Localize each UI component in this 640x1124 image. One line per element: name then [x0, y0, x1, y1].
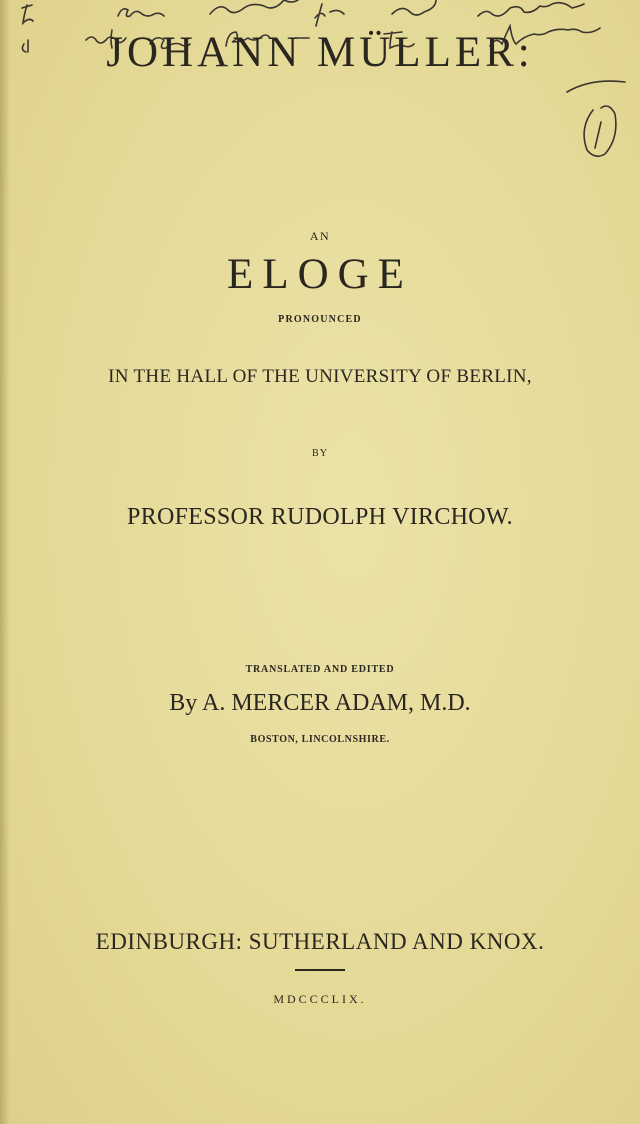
title-translator-place: BOSTON, LINCOLNSHIRE.: [250, 734, 390, 745]
title-by: BY: [312, 448, 328, 459]
title-connector-an: AN: [309, 229, 331, 243]
title-author: PROFESSOR RUDOLPH VIRCHOW.: [127, 504, 513, 530]
pencil-bracket-mark: [565, 78, 635, 193]
title-divider-rule: [295, 969, 345, 971]
title-translator: By A. MERCER ADAM, M.D.: [169, 690, 471, 716]
title-pronounced: PRONOUNCED: [278, 314, 362, 325]
page-spine-shadow: [0, 0, 10, 1124]
title-publisher: EDINBURGH: SUTHERLAND AND KNOX.: [95, 929, 545, 954]
book-subtitle-eloge: ELOGE: [227, 251, 413, 298]
book-main-title: JOHANN MÜLLER:: [106, 29, 534, 76]
title-location: IN THE HALL OF THE UNIVERSITY OF BERLIN,: [108, 366, 532, 387]
title-translated-edited: TRANSLATED AND EDITED: [245, 664, 395, 675]
title-year: MDCCCLIX.: [273, 992, 367, 1006]
